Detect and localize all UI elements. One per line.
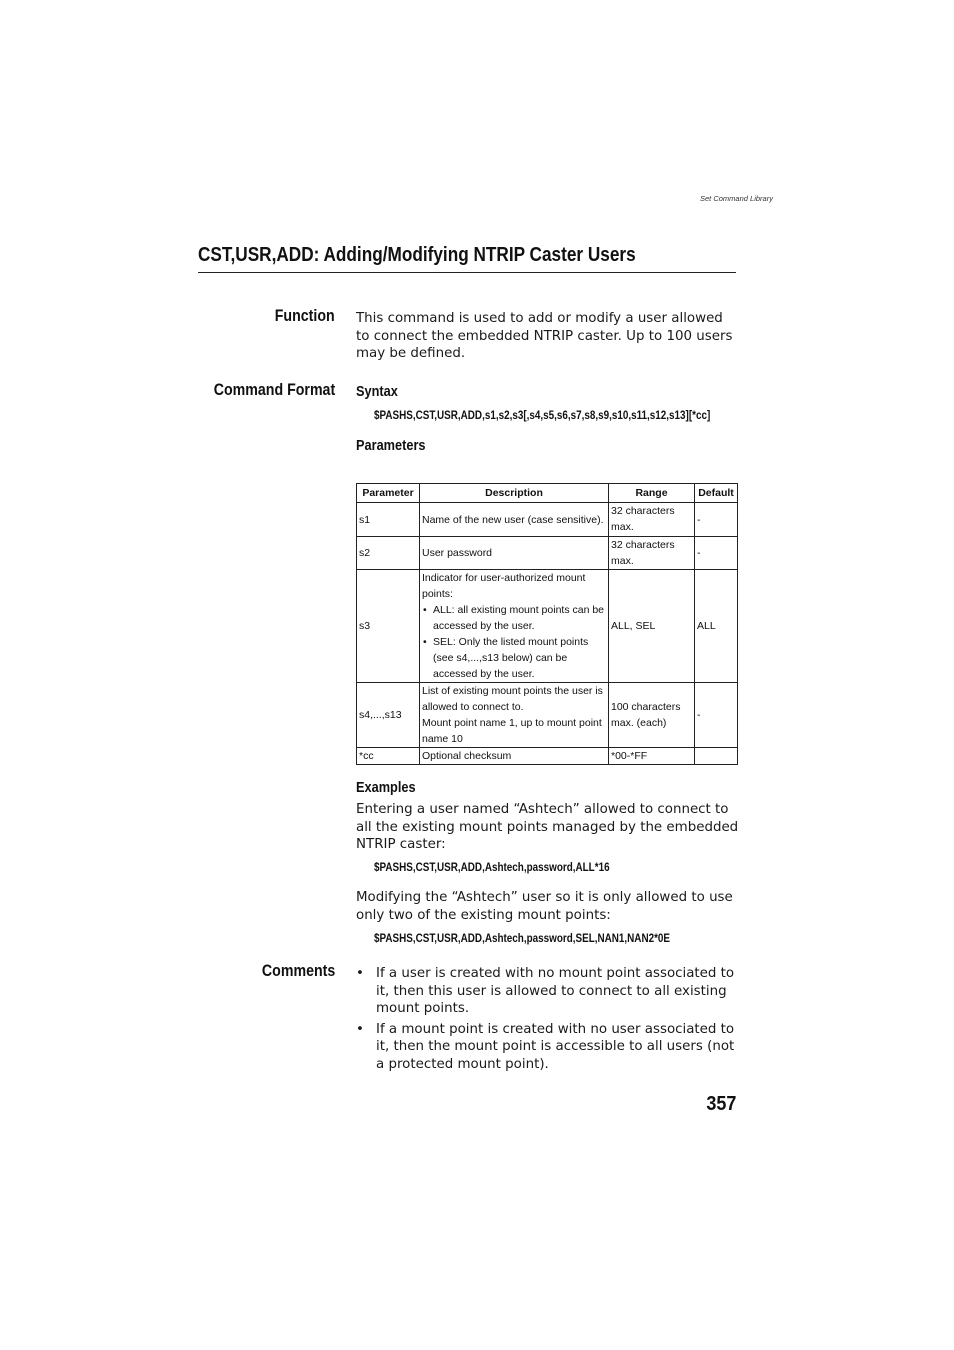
example-1-code-text: $PASHS,CST,USR,ADD,Ashtech,password,ALL*16 xyxy=(374,862,610,874)
function-label xyxy=(265,307,335,326)
cell-range: 32 characters max. xyxy=(609,503,695,537)
example-2-code xyxy=(374,929,718,947)
cell-desc xyxy=(420,570,609,683)
command-format-label-text: Command Format xyxy=(213,381,335,399)
examples-heading-text: Examples xyxy=(356,780,416,796)
syntax-heading-text: Syntax xyxy=(356,384,398,400)
cell-desc-intro: Indicator for user-authorized mount points: xyxy=(422,572,586,600)
cell-param: s3 xyxy=(357,570,420,683)
cell-param: s1 xyxy=(357,503,420,537)
header-description: Description xyxy=(420,484,609,503)
cell-param: s4,...,s13 xyxy=(357,683,420,748)
cell-desc-bullet: • ALL: all existing mount points can be accessed by the user. xyxy=(433,602,606,634)
running-header: Set Command Library xyxy=(700,194,773,203)
page-title-text: CST,USR,ADD: Adding/Modifying NTRIP Caster Users xyxy=(198,244,636,266)
page-title xyxy=(198,244,736,273)
cell-desc xyxy=(420,683,609,748)
table-row xyxy=(357,503,738,537)
comments-list xyxy=(356,965,736,1077)
cell-range: 32 characters max. xyxy=(609,537,695,570)
function-description: This command is used to add or modify a user allowed to connect the embedded NTRIP caster. Up to 100 users may be defined. xyxy=(356,311,733,362)
parameters-table xyxy=(356,483,738,765)
example-2-code-text: $PASHS,CST,USR,ADD,Ashtech,password,SEL,NAN1,NAN2*0E xyxy=(374,933,671,945)
parameters-heading xyxy=(356,437,435,455)
cell-default: - xyxy=(695,683,738,748)
cell-desc-bullets xyxy=(422,602,606,682)
examples-heading xyxy=(356,779,424,797)
cell-desc: User password xyxy=(420,537,609,570)
cell-default: ALL xyxy=(695,570,738,683)
cell-range: *00-*FF xyxy=(609,748,695,765)
syntax-code xyxy=(374,406,765,424)
header-range: Range xyxy=(609,484,695,503)
comments-label xyxy=(250,962,335,981)
parameters-heading-text: Parameters xyxy=(356,438,426,454)
syntax-code-text: $PASHS,CST,USR,ADD,s1,s2,s3[,s4,s5,s6,s7,s8,s9,s10,s11,s12,s13][*cc] xyxy=(374,410,711,422)
page-number-text: 357 xyxy=(705,1093,736,1115)
cell-desc: Optional checksum xyxy=(420,748,609,765)
table-row xyxy=(357,748,738,765)
page-number xyxy=(703,1093,736,1116)
list-item: • If a mount point is created with no user associated to it, then the mount point is accessible to all users (not a protected mount point). xyxy=(356,1021,736,1074)
cell-default: - xyxy=(695,537,738,570)
table-row xyxy=(357,570,738,683)
cell-range: 100 characters max. (each) xyxy=(609,683,695,748)
table-row xyxy=(357,537,738,570)
example-1-code xyxy=(374,858,648,876)
header-parameter: Parameter xyxy=(357,484,420,503)
example-2-description: Modifying the “Ashtech” user so it is only allowed to use only two of the existing mount points: xyxy=(356,890,733,923)
cell-default xyxy=(695,748,738,765)
cell-desc: Name of the new user (case sensitive). xyxy=(420,503,609,537)
cell-param: s2 xyxy=(357,537,420,570)
cell-default: - xyxy=(695,503,738,537)
cell-desc-bullet: • SEL: Only the listed mount points (see s4,...,s13 below) can be accessed by the user. xyxy=(433,634,606,682)
header-default: Default xyxy=(695,484,738,503)
command-format-label xyxy=(194,381,335,400)
table-row xyxy=(357,683,738,748)
comments-label-text: Comments xyxy=(261,962,335,980)
syntax-heading xyxy=(356,383,404,401)
cell-desc-line: Mount point name 1, up to mount point name 10 xyxy=(422,717,602,745)
table-header-row xyxy=(357,484,738,503)
cell-param: *cc xyxy=(357,748,420,765)
list-item: • If a user is created with no mount point associated to it, then this user is allowed to connect to all existing mount points. xyxy=(356,965,736,1018)
cell-desc-line: List of existing mount points the user is allowed to connect to. xyxy=(422,685,603,713)
function-label-text: Function xyxy=(275,307,335,325)
example-1-description: Entering a user named “Ashtech” allowed to connect to all the existing mount points managed by the embedded NTRIP caster: xyxy=(356,802,739,853)
cell-range: ALL, SEL xyxy=(609,570,695,683)
